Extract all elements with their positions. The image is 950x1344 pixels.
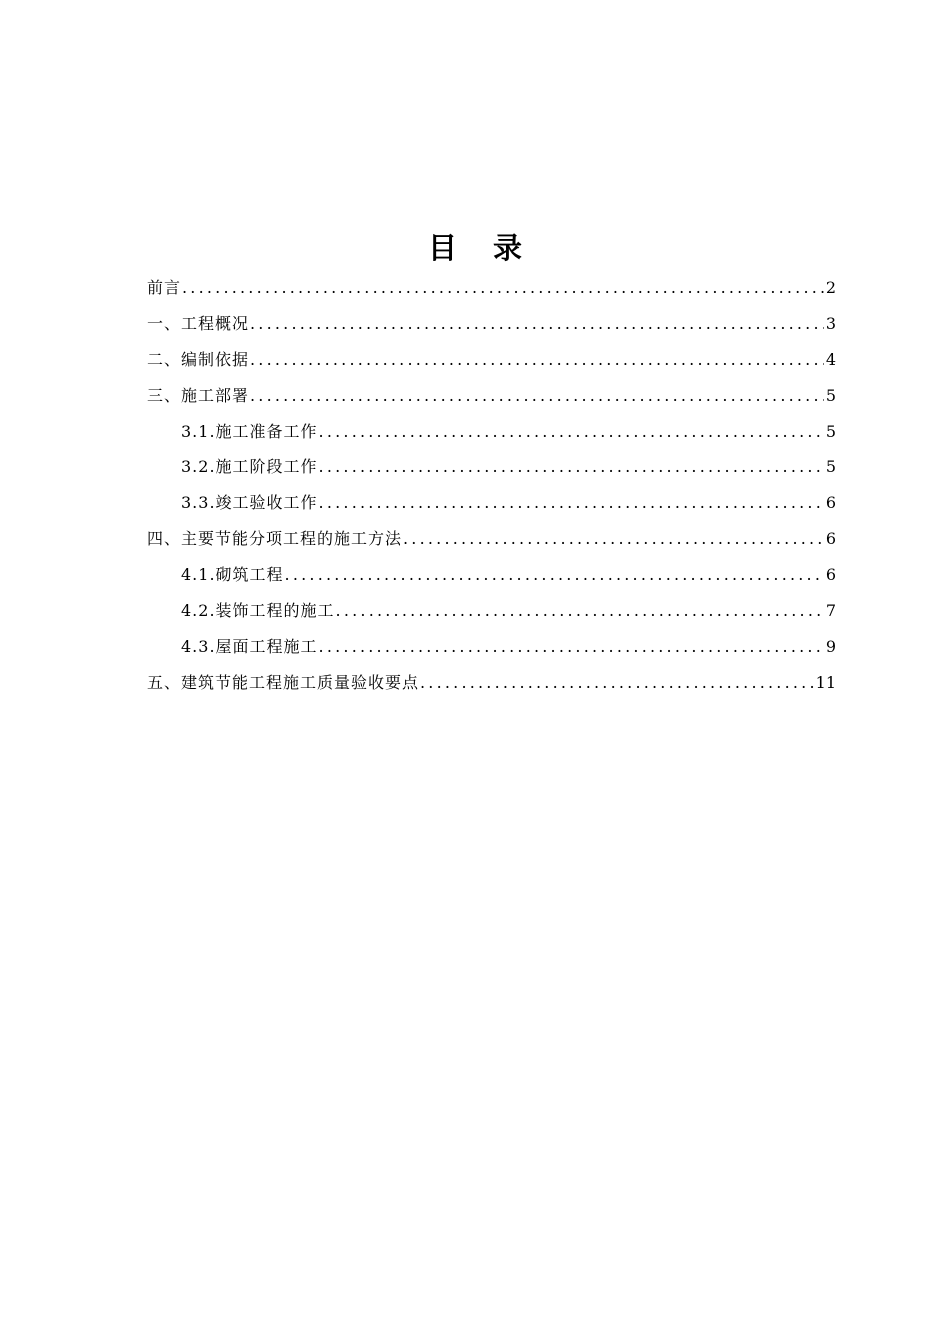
toc-entry-label: 前言 xyxy=(147,278,182,297)
toc-entry-preface[interactable] xyxy=(147,270,836,306)
toc-page-number: 5 xyxy=(825,457,836,477)
toc-dot-leader xyxy=(420,665,814,701)
toc-page-number: 6 xyxy=(825,529,836,549)
toc-page-number: 2 xyxy=(825,278,836,297)
toc-entry-label: 3.3.竣工验收工作 xyxy=(181,493,318,513)
toc-entry-3-1[interactable] xyxy=(147,414,836,450)
toc-dot-leader xyxy=(250,378,824,414)
toc-entry-deployment[interactable] xyxy=(147,378,836,414)
toc-entry-label: 4.2.装饰工程的施工 xyxy=(181,601,335,621)
toc-page-number: 6 xyxy=(825,493,836,513)
table-of-contents xyxy=(147,270,836,701)
toc-dot-leader xyxy=(319,485,824,521)
toc-dot-leader xyxy=(182,270,824,306)
toc-dot-leader xyxy=(250,342,824,378)
toc-entry-label: 4.1.砌筑工程 xyxy=(181,565,284,585)
toc-dot-leader xyxy=(319,414,824,450)
toc-entry-4-2[interactable] xyxy=(147,593,836,629)
toc-dot-leader xyxy=(250,306,824,342)
toc-title-char-1: 目 xyxy=(427,231,457,265)
toc-title-char-2: 录 xyxy=(493,231,523,265)
toc-entry-label: 3.2.施工阶段工作 xyxy=(181,457,318,477)
toc-page-number: 4 xyxy=(825,349,836,369)
toc-entry-basis[interactable] xyxy=(147,342,836,378)
toc-page-number: 11 xyxy=(815,672,836,692)
toc-page-number: 9 xyxy=(825,636,836,656)
toc-page-number: 5 xyxy=(825,385,836,405)
toc-entry-4-3[interactable] xyxy=(147,629,836,665)
toc-entry-4-1[interactable] xyxy=(147,557,836,593)
toc-entry-quality-acceptance[interactable] xyxy=(147,665,836,701)
toc-entry-project-overview[interactable] xyxy=(147,306,836,342)
toc-entry-3-2[interactable] xyxy=(147,449,836,485)
toc-entry-label: 4.3.屋面工程施工 xyxy=(181,636,318,656)
toc-page-number: 5 xyxy=(825,421,836,441)
toc-entry-label: 五、建筑节能工程施工质量验收要点 xyxy=(147,672,420,692)
toc-entry-3-3[interactable] xyxy=(147,485,836,521)
toc-page-number: 7 xyxy=(825,601,836,621)
toc-dot-leader xyxy=(285,557,824,593)
toc-entry-construction-methods[interactable] xyxy=(147,521,836,557)
toc-dot-leader xyxy=(336,593,824,629)
toc-dot-leader xyxy=(319,629,824,665)
toc-dot-leader xyxy=(403,521,824,557)
toc-page-number: 6 xyxy=(825,565,836,585)
toc-entry-label: 二、编制依据 xyxy=(147,349,250,369)
toc-entry-label: 一、工程概况 xyxy=(147,313,250,333)
toc-entry-label: 三、施工部署 xyxy=(147,385,250,405)
toc-title xyxy=(0,228,950,268)
toc-page-number: 3 xyxy=(825,313,836,333)
toc-dot-leader xyxy=(319,449,824,485)
toc-entry-label: 3.1.施工准备工作 xyxy=(181,421,318,441)
toc-entry-label: 四、主要节能分项工程的施工方法 xyxy=(147,529,403,549)
